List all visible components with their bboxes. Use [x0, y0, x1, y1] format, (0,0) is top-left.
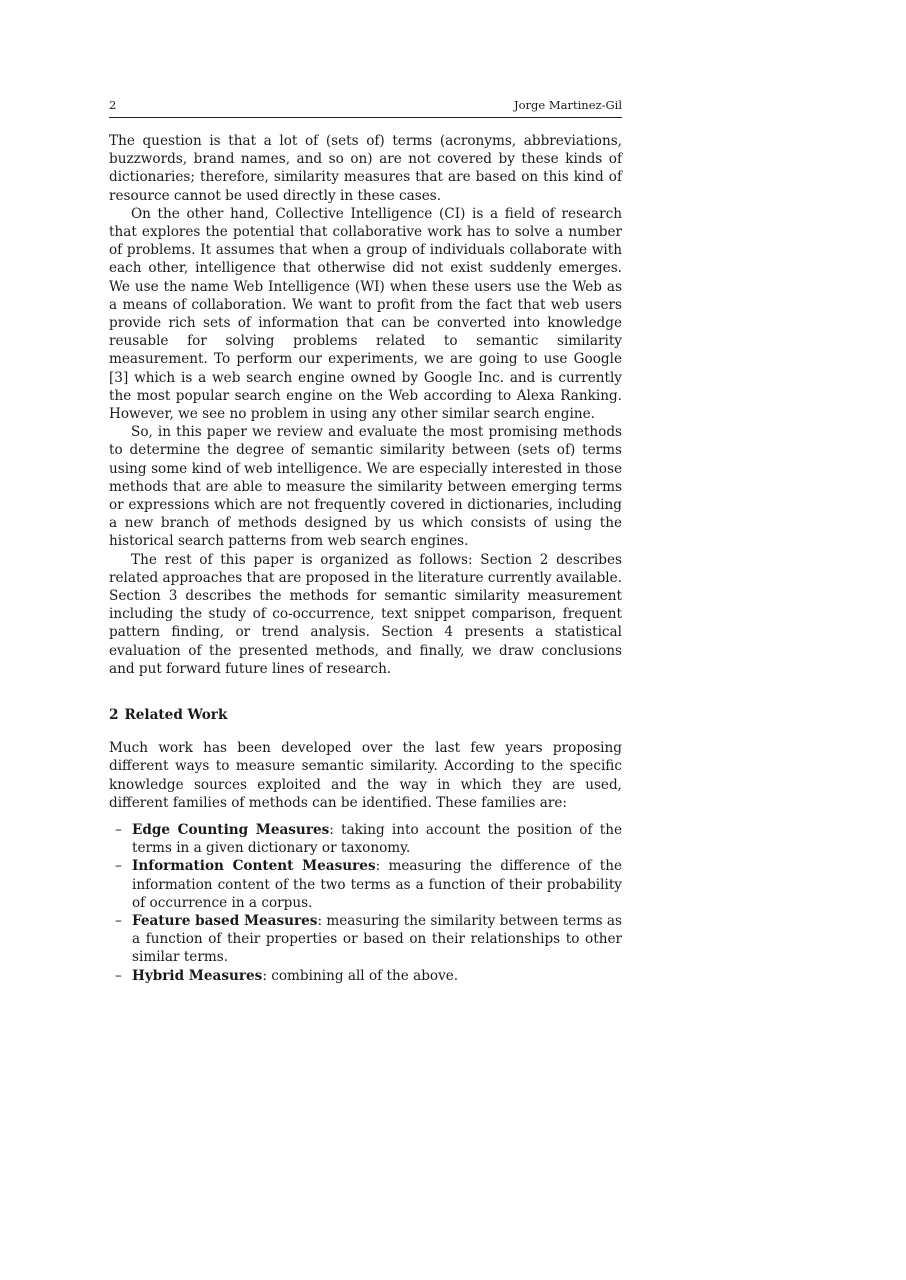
list-item — [109, 912, 622, 967]
list-bullet: – — [115, 821, 122, 838]
list-item-term: Information Content Measures — [132, 858, 376, 875]
running-author: Jorge Martinez-Gil — [514, 98, 622, 112]
body-paragraph: The rest of this paper is organized as follows: Section 2 describes related approaches that are proposed in the literature currently available. Section 3 describes the methods for semantic similarity measurement including the study of co-occurrence, text snippet comparison, frequent pattern finding, or trend analysis. Section 4 presents a statistical evaluation of the presented methods, and finally, we draw conclusions and put forward future lines of research. — [109, 551, 622, 677]
list-item-desc: : combining all of the above. — [262, 967, 459, 984]
list-item-term: Hybrid Measures — [132, 967, 263, 984]
paper-page — [109, 98, 622, 985]
list-item-desc: : measuring the similarity between terms as a function of their properties or based on their relationships to other similar terms. — [132, 912, 622, 966]
list-bullet: – — [115, 858, 122, 875]
methods-list — [109, 821, 622, 985]
body-paragraph: On the other hand, Collective Intelligence (CI) is a field of research that explores the potential that collaborative work has to solve a number of problems. It assumes that when a group of individuals collaborate with each other, intelligence that otherwise did not exist suddenly emerges. We use the name Web Intelligence (WI) when these users use the Web as a means of collaboration. We want to profit from the fact that web users provide rich sets of information that can be converted into knowledge reusable for solving problems related to semantic similarity measurement. To perform our experiments, we are going to use Google [3] which is a web search engine owned by Google Inc. and is currently the most popular search engine on the Web according to Alexa Ranking. However, we see no problem in using any other similar search engine. — [109, 205, 622, 423]
list-item-term: Edge Counting Measures — [132, 821, 330, 838]
list-item — [109, 821, 622, 857]
list-item-term: Feature based Measures — [132, 912, 318, 929]
section-title: Related Work — [124, 707, 228, 724]
section-number: 2 — [109, 707, 119, 724]
list-item-desc: : taking into account the position of the terms in a given dictionary or taxonomy. — [132, 821, 623, 857]
list-item — [109, 857, 622, 912]
list-item — [109, 967, 622, 985]
list-bullet: – — [115, 967, 122, 984]
section-intro-paragraph: Much work has been developed over the last few years proposing different ways to measure semantic similarity. According to the specific knowledge sources exploited and the way in which they are used, different families of methods can be identified. These families are: — [109, 740, 622, 811]
section-heading — [109, 707, 622, 723]
body-paragraph: The question is that a lot of (sets of) terms (acronyms, abbreviations, buzzwords, brand names, and so on) are not covered by these kinds of dictionaries; therefore, similarity measures that are based on this kind of resource cannot be used directly in these cases. — [109, 133, 622, 204]
running-header — [109, 98, 622, 118]
body-paragraph: So, in this paper we review and evaluate the most promising methods to determine the degree of semantic similarity between (sets of) terms using some kind of web intelligence. We are especially interested in those methods that are able to measure the similarity between emerging terms or expressions which are not frequently covered in dictionaries, including a new branch of methods designed by us which consists of using the historical search patterns from web search engines. — [109, 424, 622, 550]
list-item-desc: : measuring the difference of the information content of the two terms as a function of their probability of occurrence in a corpus. — [132, 858, 622, 911]
list-bullet: – — [115, 912, 122, 929]
page-number: 2 — [109, 98, 117, 112]
